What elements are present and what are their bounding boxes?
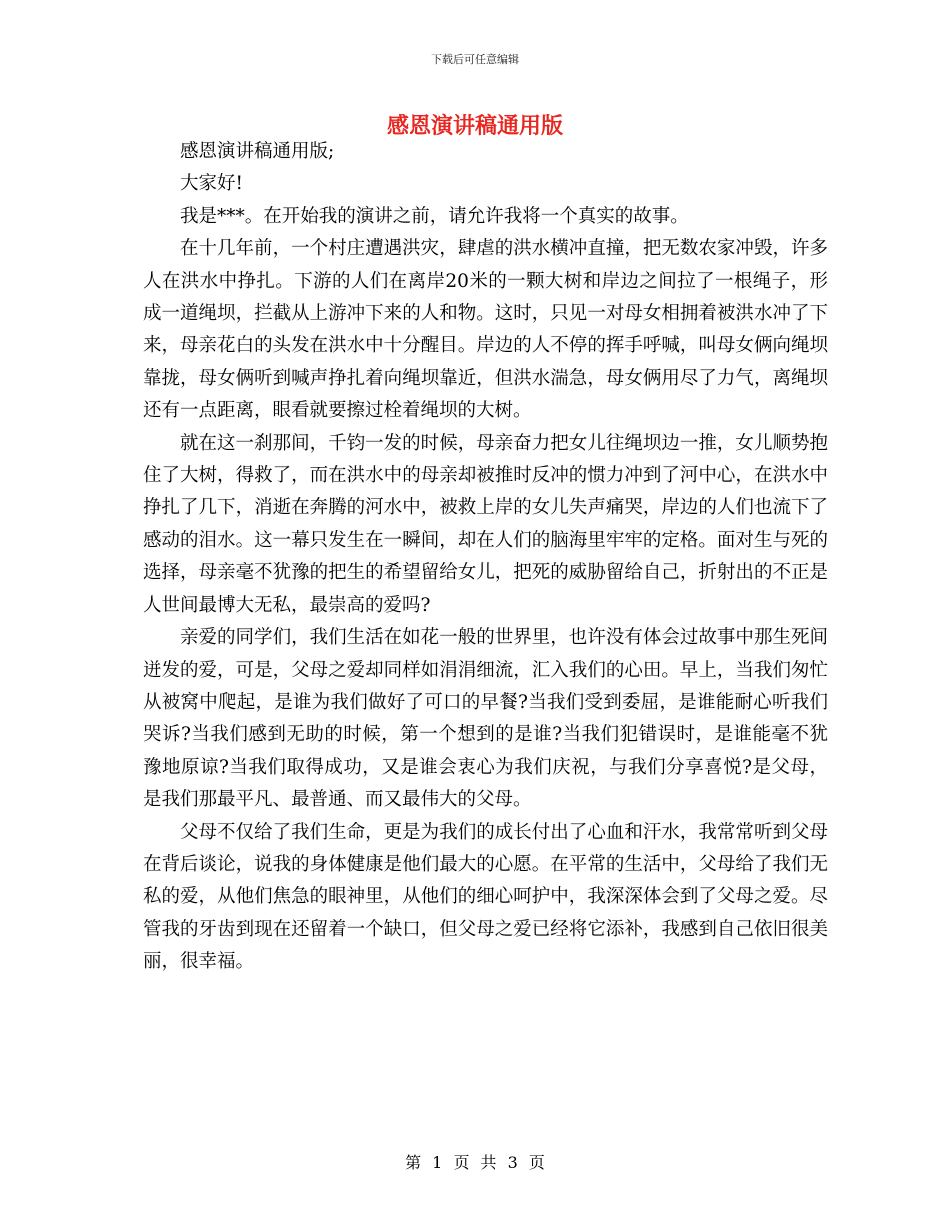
paragraph-parents-love: 亲爱的同学们，我们生活在如花一般的世界里，也许没有体会过故事中那生死间迸发的爱，可是，父母之爱却同样如涓涓细流，汇入我们的心田。早上，当我们匆忙从被窝中爬起，是谁为我们做好了可口的早餐?当我们受到委屈，是谁能耐心听我们哭诉?当我们感到无助的时候，第一个想到的是谁?当我们犯错误时，是谁能毫不犹豫地原谅?当我们取得成功，又是谁会衷心为我们庆祝，与我们分享喜悦?是父母，是我们那最平凡、最普通、而又最伟大的父母。 [143, 627, 828, 811]
header-note: 下载后可任意编辑 [431, 53, 519, 66]
page-footer: 第 1 页 共 3 页 [405, 1153, 545, 1172]
paragraph-greeting: 大家好! [180, 173, 243, 195]
paragraph-story: 在十几年前，一个村庄遭遇洪灾，肆虐的洪水横冲直撞，把无数农家冲毁，许多人在洪水中挣扎。下游的人们在离岸20米的一颗大树和岸边之间拉了一根绳子，形成一道绳坝，拦截从上游冲下来的人和物。这时，只见一对母女相拥着被洪水冲了下来，母亲花白的头发在洪水中十分醒目。岸边的人不停的挥手呼喊，叫母女俩向绳坝靠拢，母女俩听到喊声挣扎着向绳坝靠近，但洪水湍急，母女俩用尽了力气，离绳坝还有一点距离，眼看就要擦过栓着绳坝的大树。 [143, 238, 828, 422]
paragraph-rescue: 就在这一刹那间，千钧一发的时候，母亲奋力把女儿往绳坝边一推，女儿顺势抱住了大树，得救了，而在洪水中的母亲却被推时反冲的惯力冲到了河中心，在洪水中挣扎了几下，消逝在奔腾的河水中，被救上岸的女儿失声痛哭，岸边的人们也流下了感动的泪水。这一幕只发生在一瞬间，却在人们的脑海里牢牢的定格。面对生与死的选择，母亲毫不犹豫的把生的希望留给女儿，把死的威胁留给自己，折射出的不正是人世间最博大无私，最崇高的爱吗? [143, 432, 828, 616]
document-title: 感恩演讲稿通用版 [386, 114, 563, 139]
paragraph-subtitle: 感恩演讲稿通用版; [180, 141, 335, 162]
paragraph-gratitude: 父母不仅给了我们生命，更是为我们的成长付出了心血和汗水，我常常听到父母在背后谈论，说我的身体健康是他们最大的心愿。在平常的生活中，父母给了我们无私的爱，从他们焦急的眼神里，从他们的细心呵护中，我深深体会到了父母之爱。尽管我的牙齿到现在还留着一个缺口，但父母之爱已经将它添补，我感到自己依旧很美丽，很幸福。 [143, 821, 828, 973]
paragraph-intro: 我是***。在开始我的演讲之前，请允许我将一个真实的故事。 [180, 205, 689, 227]
document-body [143, 136, 828, 979]
